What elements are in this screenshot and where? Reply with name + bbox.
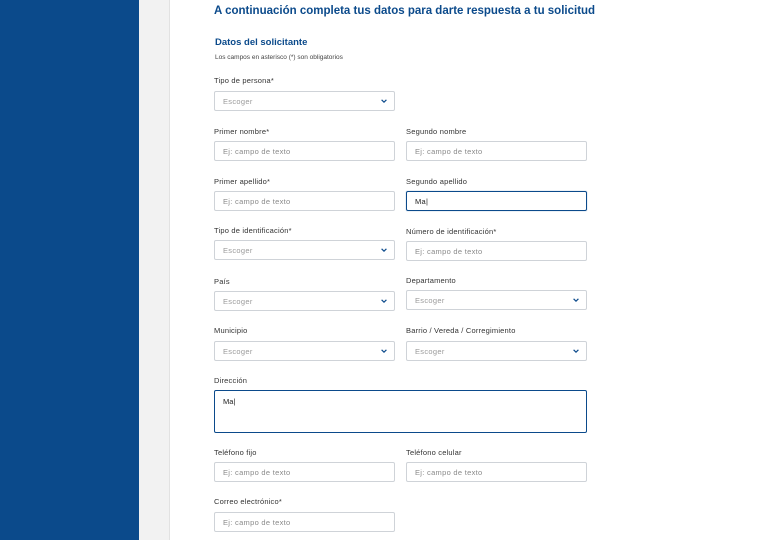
segundo-apellido-label: Segundo apellido: [406, 177, 468, 186]
tipo-identificacion-select[interactable]: [214, 240, 395, 260]
correo-label: Correo electrónico*: [214, 497, 282, 506]
pais-value: Escoger: [223, 297, 253, 306]
primer-apellido-placeholder: Ej: campo de texto: [223, 197, 291, 206]
tipo-identificacion-value: Escoger: [223, 246, 253, 255]
numero-identificacion-placeholder: Ej: campo de texto: [415, 247, 483, 256]
chevron-down-icon: [572, 347, 580, 355]
telefono-celular-placeholder: Ej: campo de texto: [415, 468, 483, 477]
departamento-value: Escoger: [415, 296, 445, 305]
correo-placeholder: Ej: campo de texto: [223, 518, 291, 527]
barrio-value: Escoger: [415, 347, 445, 356]
page-gutter: [139, 0, 170, 540]
page-heading: A continuación completa tus datos para darte respuesta a tu solicitud: [214, 5, 596, 17]
segundo-nombre-placeholder: Ej: campo de texto: [415, 147, 483, 156]
tipo-persona-value: Escoger: [223, 97, 253, 106]
telefono-fijo-placeholder: Ej: campo de texto: [223, 468, 291, 477]
section-title: Datos del solicitante: [215, 37, 308, 48]
segundo-nombre-input[interactable]: [406, 141, 587, 161]
correo-input[interactable]: [214, 512, 395, 532]
segundo-apellido-value: Ma|: [415, 197, 429, 206]
tipo-persona-label: Tipo de persona*: [214, 76, 275, 85]
chevron-down-icon: [380, 246, 388, 254]
primer-apellido-input[interactable]: [214, 191, 395, 211]
direccion-label: Dirección: [214, 376, 248, 385]
segundo-apellido-input[interactable]: [406, 191, 587, 211]
form-panel: [171, 0, 778, 540]
departamento-select[interactable]: [406, 290, 587, 310]
departamento-label: Departamento: [406, 276, 456, 285]
left-sidebar: [0, 0, 139, 540]
chevron-down-icon: [380, 297, 388, 305]
barrio-label: Barrio / Vereda / Corregimiento: [406, 326, 516, 335]
telefono-celular-label: Teléfono celular: [406, 448, 462, 457]
numero-identificacion-input[interactable]: [406, 241, 587, 261]
pais-label: País: [214, 277, 230, 286]
required-note: Los campos en asterisco (*) son obligatorios: [215, 54, 343, 61]
chevron-down-icon: [380, 347, 388, 355]
chevron-down-icon: [572, 296, 580, 304]
municipio-select[interactable]: [214, 341, 395, 361]
municipio-value: Escoger: [223, 347, 253, 356]
telefono-celular-input[interactable]: [406, 462, 587, 482]
telefono-fijo-label: Teléfono fijo: [214, 448, 257, 457]
municipio-label: Municipio: [214, 326, 248, 335]
direccion-textarea[interactable]: [214, 390, 587, 433]
telefono-fijo-input[interactable]: [214, 462, 395, 482]
tipo-persona-select[interactable]: [214, 91, 395, 111]
primer-nombre-label: Primer nombre*: [214, 127, 270, 136]
direccion-value: Ma|: [223, 397, 236, 406]
pais-select[interactable]: [214, 291, 395, 311]
chevron-down-icon: [380, 97, 388, 105]
primer-nombre-input[interactable]: [214, 141, 395, 161]
primer-nombre-placeholder: Ej: campo de texto: [223, 147, 291, 156]
barrio-select[interactable]: [406, 341, 587, 361]
numero-identificacion-label: Número de identificación*: [406, 227, 497, 236]
primer-apellido-label: Primer apellido*: [214, 177, 271, 186]
segundo-nombre-label: Segundo nombre: [406, 127, 467, 136]
tipo-identificacion-label: Tipo de identificación*: [214, 226, 292, 235]
